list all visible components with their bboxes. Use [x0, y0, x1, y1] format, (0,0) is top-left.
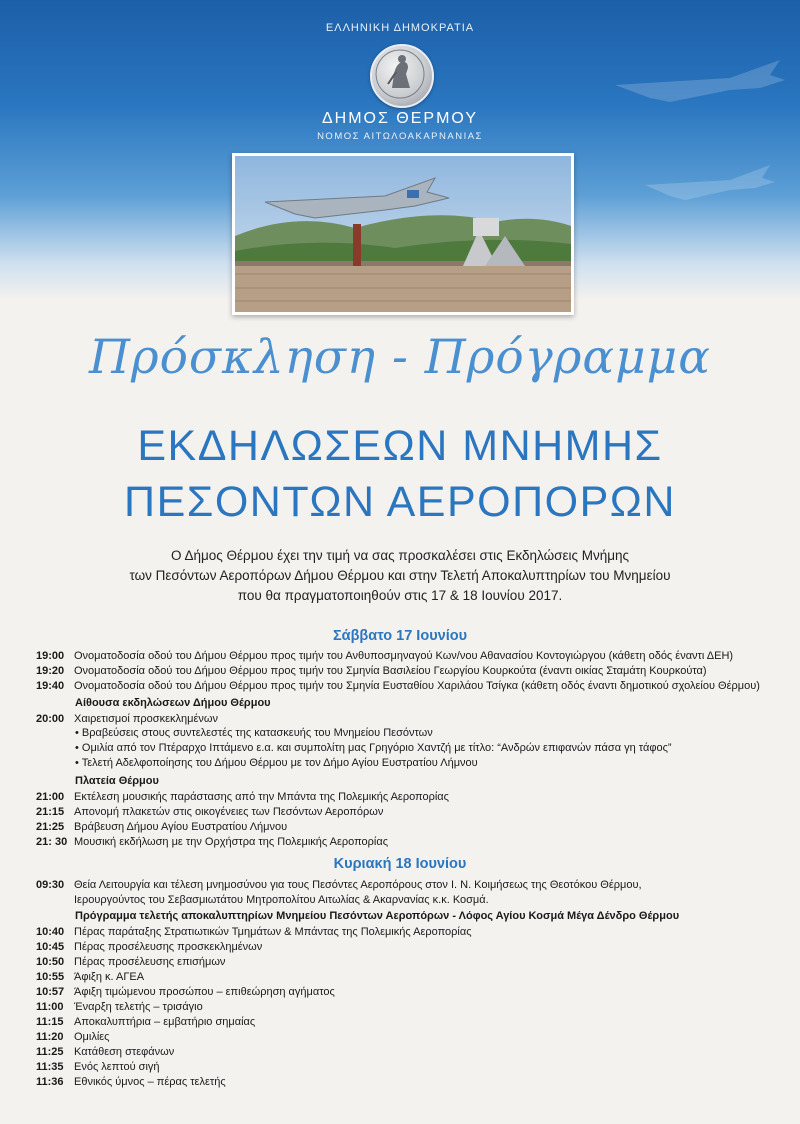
invitation-script-title: Πρόσκληση - Πρόγραμμα — [89, 330, 711, 385]
municipality-emblem — [370, 44, 434, 108]
event-time: 11:00 — [36, 1001, 64, 1013]
schedule-row — [36, 1045, 776, 1059]
schedule-row — [36, 835, 776, 849]
event-text: Άφιξη κ. ΑΓΕΑ — [74, 971, 145, 983]
event-time: 11:20 — [36, 1031, 64, 1043]
prefecture-name: ΝΟΜΟΣ ΑΙΤΩΛΟΑΚΑΡΝΑΝΙΑΣ — [317, 131, 483, 142]
jet-silhouette-icon — [640, 150, 780, 210]
event-time: 10:45 — [36, 941, 65, 953]
schedule-row — [36, 679, 776, 693]
memorial-photo — [232, 153, 574, 315]
event-time: 09:30 — [36, 879, 65, 891]
event-time: 19:40 — [36, 680, 65, 692]
schedule-row — [36, 940, 776, 954]
day1-heading: Σάββατο 17 Ιουνίου — [332, 628, 468, 644]
event-time: 19:00 — [36, 650, 65, 662]
jet-silhouette-icon — [610, 40, 790, 120]
schedule-row — [36, 970, 776, 984]
event-text: Ονοματοδοσία οδού του Δήμου Θέρμου προς τιμήν του Ανθυποσμηναγού Κων/νου Αθανασίου Κοντογιώργου (κάθετη οδός έναντι ΔΕΗ) — [74, 650, 734, 662]
event-time: 11:25 — [36, 1046, 64, 1058]
event-time: 21:00 — [36, 791, 65, 803]
schedule-row — [36, 1030, 776, 1044]
event-time: 10:57 — [36, 986, 65, 998]
schedule-row — [36, 878, 776, 892]
intro-line: των Πεσόντων Αεροπόρων Δήμου Θέρμου και στην Τελετή Αποκαλυπτηρίων του Μνημείου — [129, 568, 671, 583]
event-time: 19:20 — [36, 665, 65, 677]
event-text: Έναρξη τελετής – τρισάγιο — [74, 1001, 203, 1013]
schedule-row — [36, 649, 776, 663]
event-text: Χαιρετισμοί προσκεκλημένων — [74, 713, 218, 725]
schedule-row — [36, 805, 776, 819]
event-text: Άφιξη τιμώμενου προσώπου – επιθεώρηση αγήματος — [74, 986, 335, 998]
event-text: Αποκαλυπτήρια – εμβατήριο σημαίας — [74, 1016, 256, 1028]
intro-paragraph — [40, 546, 760, 606]
emblem-figure-icon — [370, 44, 430, 104]
program-heading: Πρόγραμμα τελετής αποκαλυπτηρίων Μνημείου Πεσόντων Αεροπόρων - Λόφος Αγίου Κοσμά Μέγα Δένδρο Θέρμου — [75, 910, 680, 922]
bullet-item: • Τελετή Αδελφοποίησης του Δήμου Θέρμου με τον Δήμο Αγίου Ευστρατίου Λήμνου — [75, 757, 478, 769]
event-text: Πέρας προσέλευσης προσκεκλημένων — [74, 941, 263, 953]
event-text: Ονοματοδοσία οδού του Δήμου Θέρμου προς τιμήν του Σμηνία Ευσταθίου Χαριλάου Τσίγκα (κάθετη οδός έναντι δημοτικού σχολείου Θέρμου) — [74, 680, 760, 692]
day2-heading: Κυριακή 18 Ιουνίου — [333, 856, 467, 872]
event-text: Εκτέλεση μουσικής παράστασης από την Μπάντα της Πολεμικής Αεροπορίας — [74, 791, 449, 803]
event-time: 11:35 — [36, 1061, 64, 1073]
event-text: Ενός λεπτού σιγή — [74, 1061, 160, 1073]
intro-line: που θα πραγματοποιηθούν στις 17 & 18 Ιουνίου 2017. — [237, 588, 563, 603]
schedule-row — [36, 664, 776, 678]
event-text: Πέρας παράταξης Στρατιωτικών Τμημάτων & Μπάντας της Πολεμικής Αεροπορίας — [74, 926, 472, 938]
schedule-row — [36, 955, 776, 969]
event-time: 11:36 — [36, 1076, 64, 1088]
schedule-row — [36, 712, 776, 726]
event-text: Ιερουργούντος του Σεβασμιωτάτου Μητροπολίτου Αιτωλίας & Ακαρνανίας κ.κ. Κοσμά. — [74, 894, 489, 906]
bullet-item: • Βραβεύσεις στους συντελεστές της κατασκευής του Μνημείου Πεσόντων — [75, 727, 433, 739]
venue-heading: Πλατεία Θέρμου — [75, 775, 159, 787]
schedule-row — [36, 1075, 776, 1089]
venue-heading: Αίθουσα εκδηλώσεων Δήμου Θέρμου — [75, 697, 271, 709]
schedule-row — [36, 790, 776, 804]
republic-label: ΕΛΛΗΝΙΚΗ ΔΗΜΟΚΡΑΤΙΑ — [325, 22, 475, 34]
event-time: 10:40 — [36, 926, 65, 938]
event-text: Θεία Λειτουργία και τέλεση μνημοσύνου για τους Πεσόντες Αεροπόρους στον Ι. Ν. Κοιμήσεως της Θεοτόκου Θέρμου, — [74, 879, 642, 891]
memorial-photo-illustration — [235, 156, 571, 312]
event-text: Απονομή πλακετών στις οικογένειες των Πεσόντων Αεροπόρων — [74, 806, 384, 818]
schedule-row — [36, 1060, 776, 1074]
schedule-row — [36, 1000, 776, 1014]
event-time: 10:50 — [36, 956, 65, 968]
event-time: 11:15 — [36, 1016, 64, 1028]
event-time: 10:55 — [36, 971, 65, 983]
bullet-item: • Ομιλία από τον Πτέραρχο Ιπτάμενο ε.α. και συμπολίτη μας Γρηγόριο Χαντζή με τίτλο: “Ανδρών επιφανών πάσα γη τάφος” — [75, 742, 672, 754]
schedule-row-continuation — [36, 893, 776, 907]
event-text: Μουσική εκδήλωση με την Ορχήστρα της Πολεμικής Αεροπορίας — [74, 836, 389, 848]
schedule-row — [36, 985, 776, 999]
event-text: Κατάθεση στεφάνων — [74, 1046, 175, 1058]
municipality-name: ΔΗΜΟΣ ΘΕΡΜΟΥ — [321, 110, 479, 127]
event-text: Εθνικός ύμνος – πέρας τελετής — [74, 1076, 226, 1088]
event-time: 21:25 — [36, 821, 65, 833]
event-text: Ονοματοδοσία οδού του Δήμου Θέρμου προς τιμήν του Σμηνία Βασιλείου Γεωργίου Κουρκούτα (έναντι οικίας Σταμάτη Κουρκούτα) — [74, 665, 707, 677]
schedule-row — [36, 820, 776, 834]
event-time: 21:15 — [36, 806, 65, 818]
main-title-line1: ΕΚΔΗΛΩΣΕΩΝ ΜΝΗΜΗΣ — [137, 422, 663, 470]
event-text: Ομιλίες — [74, 1031, 110, 1043]
event-time: 21: 30 — [36, 836, 68, 848]
event-time: 20:00 — [36, 713, 65, 725]
schedule-row — [36, 1015, 776, 1029]
main-title-line2: ΠΕΣΟΝΤΩΝ ΑΕΡΟΠΟΡΩΝ — [124, 478, 676, 526]
event-text: Βράβευση Δήμου Αγίου Ευστρατίου Λήμνου — [74, 821, 288, 833]
event-text: Πέρας προσέλευσης επισήμων — [74, 956, 226, 968]
intro-line: Ο Δήμος Θέρμου έχει την τιμή να σας προσκαλέσει στις Εκδηλώσεις Μνήμης — [170, 548, 630, 563]
schedule-row — [36, 925, 776, 939]
